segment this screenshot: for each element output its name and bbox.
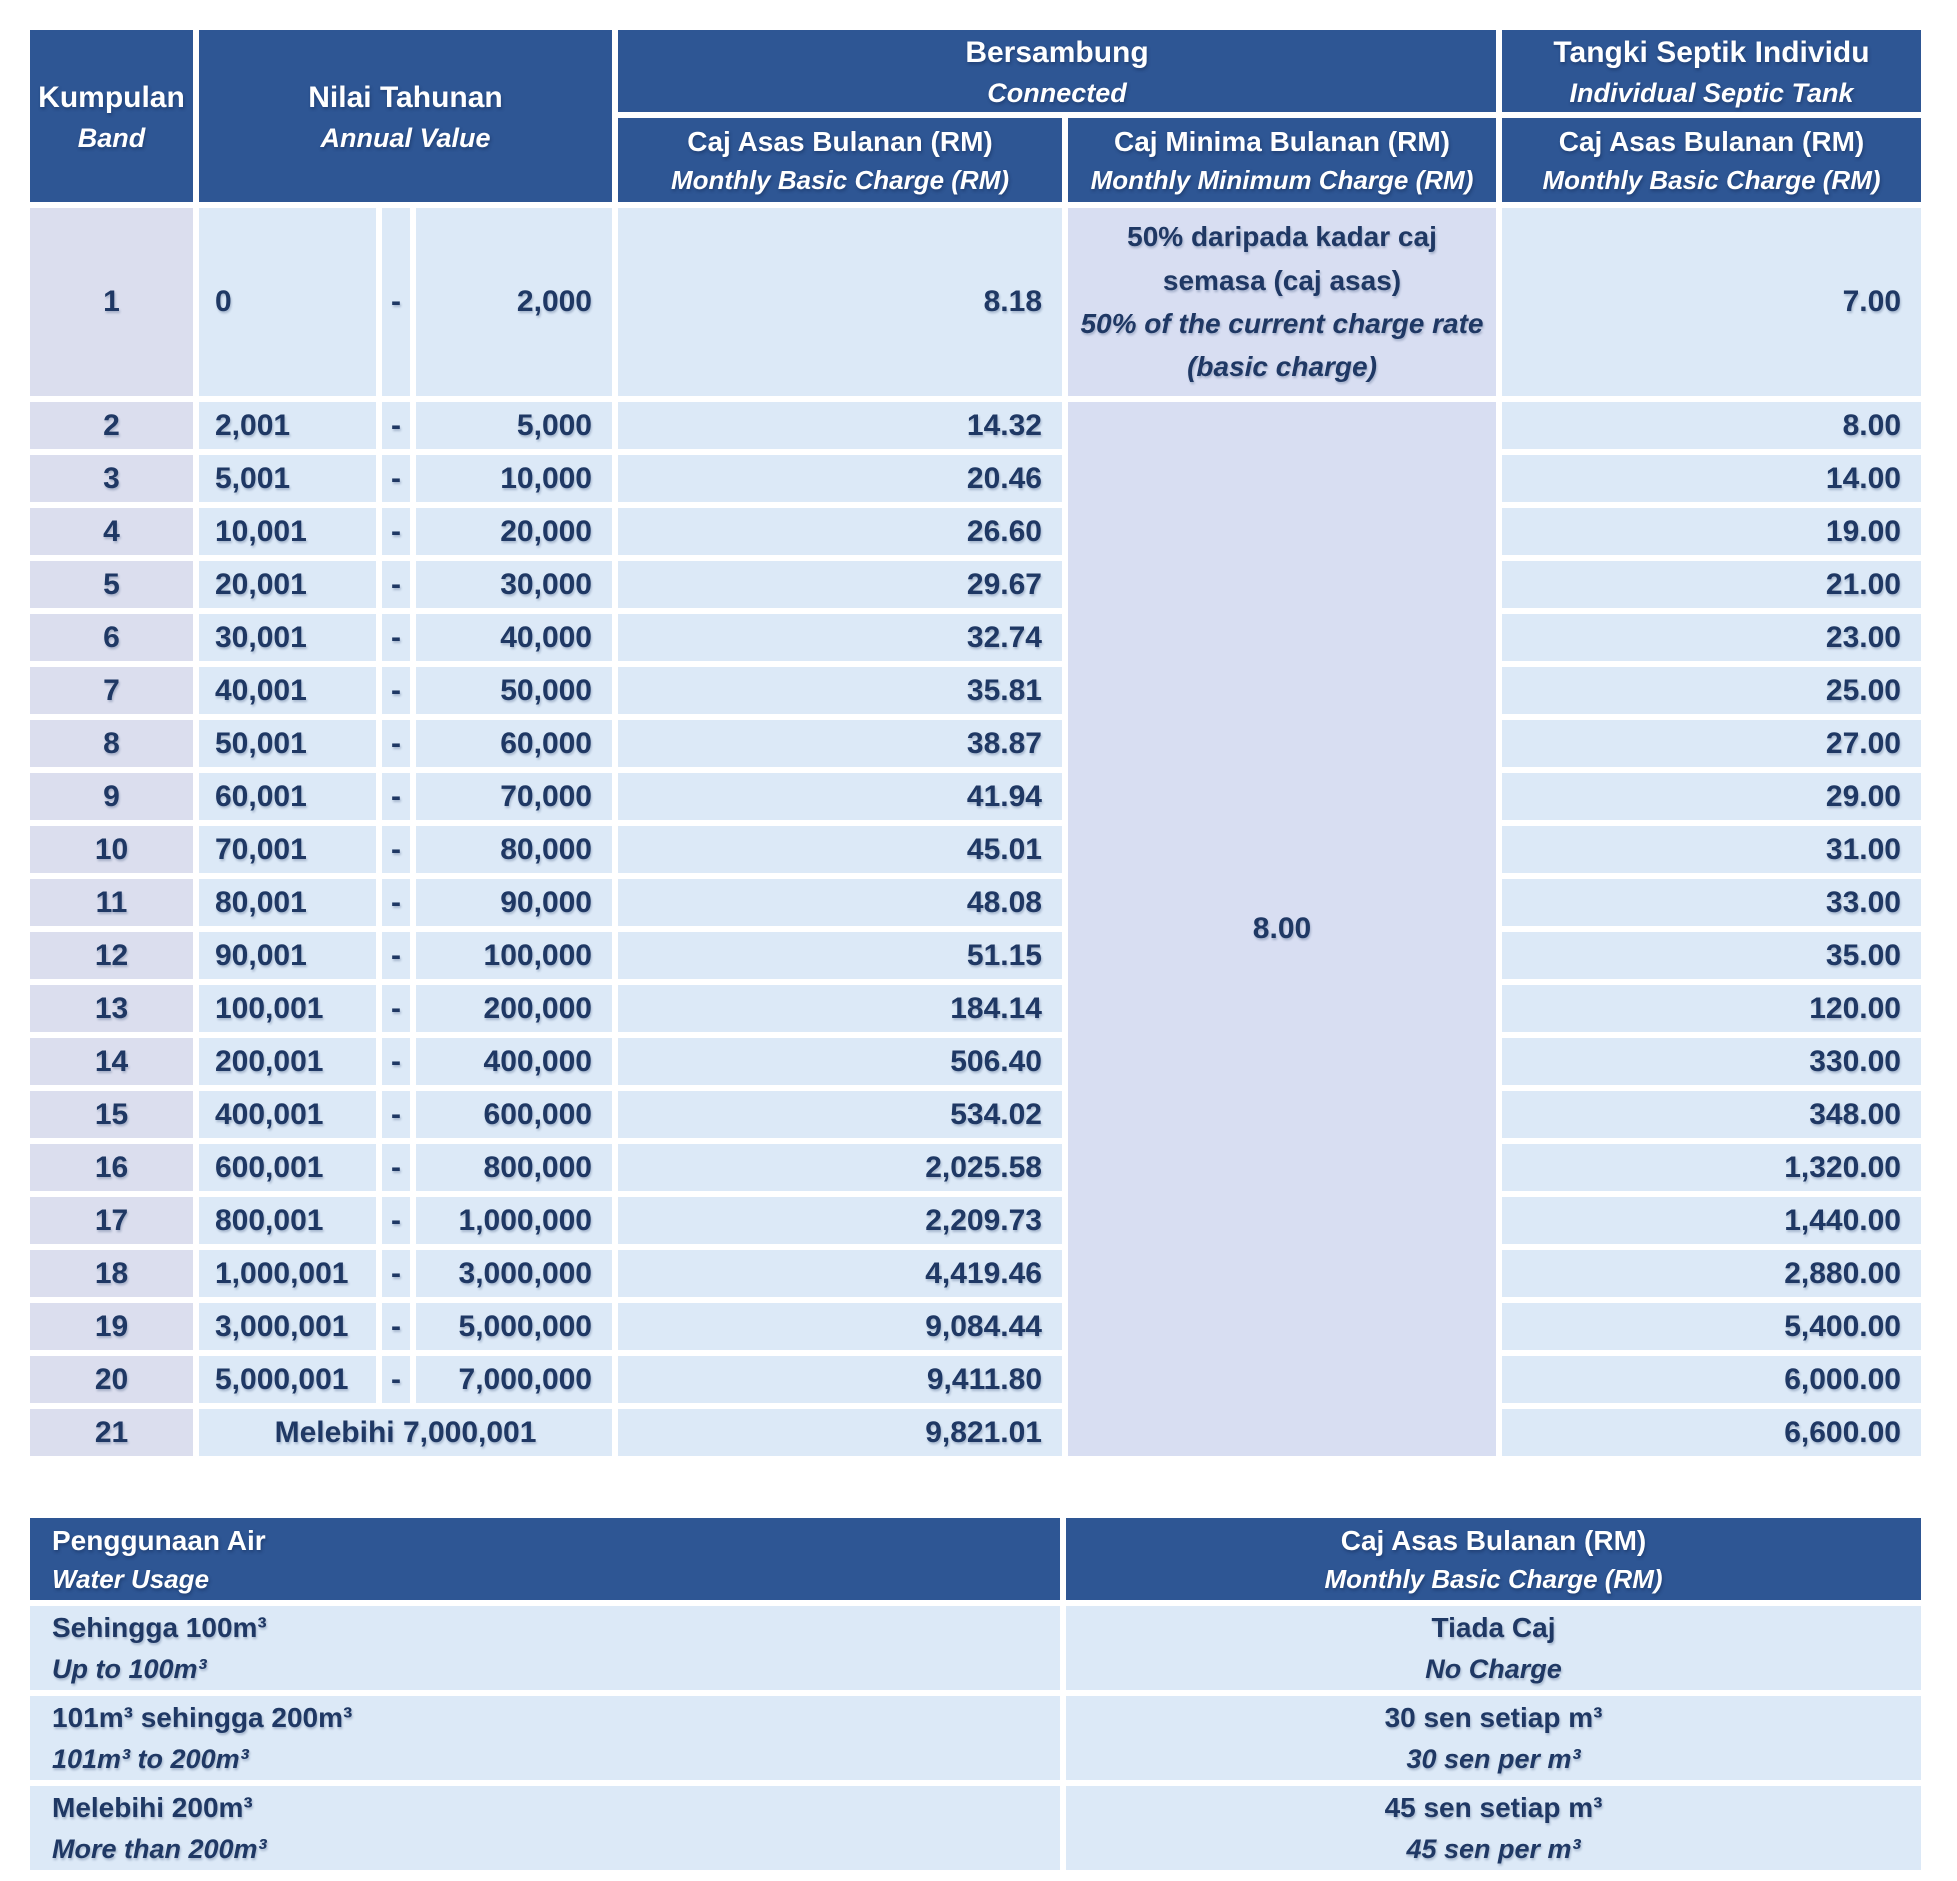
minimum-charge-band1-note-english: 50% of the current charge rate (basic charge): [1080, 308, 1484, 383]
band-cell: 11: [30, 879, 193, 926]
annual-dash-cell: -: [382, 208, 410, 396]
septic-basic-charge-cell: 27.00: [1502, 720, 1921, 767]
annual-to-cell: 30,000: [416, 561, 612, 608]
water-charge-cell-english: No Charge: [1425, 1653, 1562, 1684]
band-cell: 4: [30, 508, 193, 555]
annual-from-cell: 1,000,001: [199, 1250, 376, 1297]
annual-dash-cell: -: [382, 614, 410, 661]
header-band-malay: Kumpulan: [38, 81, 185, 115]
band-cell: 16: [30, 1144, 193, 1191]
annual-from-cell: 3,000,001: [199, 1303, 376, 1350]
annual-from-cell: 50,001: [199, 720, 376, 767]
header-annual-value-english: Annual Value: [320, 122, 491, 153]
header-connected-malay: Bersambung: [965, 36, 1149, 70]
band-cell: 9: [30, 773, 193, 820]
septic-basic-charge-cell: 348.00: [1502, 1091, 1921, 1138]
annual-dash-cell: -: [382, 1144, 410, 1191]
annual-to-cell: 40,000: [416, 614, 612, 661]
band-cell: 18: [30, 1250, 193, 1297]
band-cell: 6: [30, 614, 193, 661]
water-table: [30, 1518, 1927, 1870]
annual-to-cell: 800,000: [416, 1144, 612, 1191]
minimum-charge-merged-value: 8.00: [1068, 402, 1496, 1456]
annual-dash-cell: -: [382, 1303, 410, 1350]
annual-to-cell: 80,000: [416, 826, 612, 873]
connected-basic-charge-cell: 9,411.80: [618, 1356, 1062, 1403]
band-cell: 20: [30, 1356, 193, 1403]
septic-basic-charge-cell: 330.00: [1502, 1038, 1921, 1085]
annual-to-cell: 100,000: [416, 932, 612, 979]
water-charge-cell-english: 45 sen per m³: [1406, 1833, 1581, 1864]
connected-basic-charge-cell: 35.81: [618, 667, 1062, 714]
connected-basic-charge-cell: 48.08: [618, 879, 1062, 926]
band-cell: 19: [30, 1303, 193, 1350]
water-charge-cell: [1066, 1696, 1921, 1780]
septic-basic-charge-cell: 6,600.00: [1502, 1409, 1921, 1456]
septic-basic-charge-cell: 35.00: [1502, 932, 1921, 979]
septic-basic-charge-cell: 2,880.00: [1502, 1250, 1921, 1297]
header-septic-english: Individual Septic Tank: [1569, 77, 1854, 108]
annual-dash-cell: -: [382, 1250, 410, 1297]
annual-from-cell: 0: [199, 208, 376, 396]
annual-from-cell: 80,001: [199, 879, 376, 926]
connected-basic-charge-cell: 20.46: [618, 455, 1062, 502]
connected-basic-charge-cell: 14.32: [618, 402, 1062, 449]
septic-basic-charge-cell: 6,000.00: [1502, 1356, 1921, 1403]
annual-to-cell: 3,000,000: [416, 1250, 612, 1297]
band-cell: 12: [30, 932, 193, 979]
minimum-charge-band1-note: [1068, 208, 1496, 396]
annual-dash-cell: -: [382, 932, 410, 979]
annual-to-cell: 5,000,000: [416, 1303, 612, 1350]
water-header-charge: [1066, 1518, 1921, 1600]
header-septic-basic-malay: Caj Asas Bulanan (RM): [1558, 126, 1865, 158]
annual-from-cell: 70,001: [199, 826, 376, 873]
connected-basic-charge-cell: 8.18: [618, 208, 1062, 396]
annual-from-cell: 10,001: [199, 508, 376, 555]
annual-from-cell: 5,000,001: [199, 1356, 376, 1403]
septic-basic-charge-cell: 120.00: [1502, 985, 1921, 1032]
water-usage-cell-english: Up to 100m³: [52, 1653, 207, 1684]
annual-from-cell: 60,001: [199, 773, 376, 820]
annual-dash-cell: -: [382, 720, 410, 767]
band-cell: 10: [30, 826, 193, 873]
annual-from-cell: 2,001: [199, 402, 376, 449]
connected-basic-charge-cell: 4,419.46: [618, 1250, 1062, 1297]
annual-from-cell: 30,001: [199, 614, 376, 661]
water-charge-cell-malay: Tiada Caj: [1431, 1611, 1556, 1643]
annual-to-cell: 60,000: [416, 720, 612, 767]
band-cell: 21: [30, 1409, 193, 1456]
septic-basic-charge-cell: 21.00: [1502, 561, 1921, 608]
annual-dash-cell: -: [382, 1038, 410, 1085]
annual-from-cell: 100,001: [199, 985, 376, 1032]
annual-to-cell: 1,000,000: [416, 1197, 612, 1244]
water-charge-cell-malay: 45 sen setiap m³: [1384, 1791, 1603, 1823]
water-usage-cell: [30, 1606, 1060, 1690]
band-cell: 1: [30, 208, 193, 396]
annual-range-merged-cell: Melebihi 7,000,001: [199, 1409, 612, 1456]
annual-dash-cell: -: [382, 667, 410, 714]
water-usage-cell: [30, 1696, 1060, 1780]
header-connected-basic-charge: [618, 118, 1062, 202]
annual-to-cell: 20,000: [416, 508, 612, 555]
water-usage-cell-malay: Sehingga 100m³: [52, 1611, 267, 1643]
water-usage-cell-english: 101m³ to 200m³: [52, 1743, 249, 1774]
band-cell: 2: [30, 402, 193, 449]
water-header-charge-english: Monthly Basic Charge (RM): [1324, 1563, 1663, 1594]
band-cell: 5: [30, 561, 193, 608]
water-charge-cell: [1066, 1786, 1921, 1870]
water-header-usage: [30, 1518, 1060, 1600]
water-header-usage-english: Water Usage: [52, 1563, 210, 1594]
septic-basic-charge-cell: 7.00: [1502, 208, 1921, 396]
annual-to-cell: 10,000: [416, 455, 612, 502]
connected-basic-charge-cell: 2,209.73: [618, 1197, 1062, 1244]
annual-dash-cell: -: [382, 1091, 410, 1138]
septic-basic-charge-cell: 5,400.00: [1502, 1303, 1921, 1350]
header-annual-value-malay: Nilai Tahunan: [308, 81, 503, 115]
annual-from-cell: 40,001: [199, 667, 376, 714]
annual-dash-cell: -: [382, 402, 410, 449]
septic-basic-charge-cell: 31.00: [1502, 826, 1921, 873]
annual-dash-cell: -: [382, 773, 410, 820]
connected-basic-charge-cell: 29.67: [618, 561, 1062, 608]
connected-basic-charge-cell: 184.14: [618, 985, 1062, 1032]
water-header-charge-malay: Caj Asas Bulanan (RM): [1340, 1525, 1647, 1557]
annual-from-cell: 800,001: [199, 1197, 376, 1244]
septic-basic-charge-cell: 8.00: [1502, 402, 1921, 449]
annual-dash-cell: -: [382, 1197, 410, 1244]
septic-basic-charge-cell: 19.00: [1502, 508, 1921, 555]
connected-basic-charge-cell: 41.94: [618, 773, 1062, 820]
header-band: [30, 30, 193, 202]
annual-dash-cell: -: [382, 508, 410, 555]
annual-dash-cell: -: [382, 561, 410, 608]
connected-basic-charge-cell: 45.01: [618, 826, 1062, 873]
annual-from-cell: 400,001: [199, 1091, 376, 1138]
band-cell: 13: [30, 985, 193, 1032]
annual-from-cell: 600,001: [199, 1144, 376, 1191]
annual-to-cell: 7,000,000: [416, 1356, 612, 1403]
connected-basic-charge-cell: 9,821.01: [618, 1409, 1062, 1456]
annual-dash-cell: -: [382, 826, 410, 873]
septic-basic-charge-cell: 14.00: [1502, 455, 1921, 502]
septic-basic-charge-cell: 23.00: [1502, 614, 1921, 661]
band-cell: 3: [30, 455, 193, 502]
septic-basic-charge-cell: 1,440.00: [1502, 1197, 1921, 1244]
annual-to-cell: 50,000: [416, 667, 612, 714]
header-connected-basic-malay: Caj Asas Bulanan (RM): [687, 126, 993, 158]
minimum-charge-band1-note-malay: 50% daripada kadar caj semasa (caj asas): [1127, 221, 1437, 296]
water-charge-cell-english: 30 sen per m³: [1406, 1743, 1581, 1774]
water-usage-cell: [30, 1786, 1060, 1870]
connected-basic-charge-cell: 534.02: [618, 1091, 1062, 1138]
septic-basic-charge-cell: 33.00: [1502, 879, 1921, 926]
annual-to-cell: 90,000: [416, 879, 612, 926]
connected-basic-charge-cell: 32.74: [618, 614, 1062, 661]
annual-to-cell: 200,000: [416, 985, 612, 1032]
annual-dash-cell: -: [382, 1356, 410, 1403]
annual-dash-cell: -: [382, 879, 410, 926]
water-usage-cell-malay: Melebihi 200m³: [52, 1791, 253, 1823]
water-charge-cell: [1066, 1606, 1921, 1690]
band-cell: 15: [30, 1091, 193, 1138]
connected-basic-charge-cell: 38.87: [618, 720, 1062, 767]
header-minimum-charge: [1068, 118, 1496, 202]
connected-basic-charge-cell: 51.15: [618, 932, 1062, 979]
header-septic-group: [1502, 30, 1921, 112]
header-connected-basic-english: Monthly Basic Charge (RM): [670, 164, 1010, 195]
header-minimum-malay: Caj Minima Bulanan (RM): [1113, 126, 1450, 158]
water-header-usage-malay: Penggunaan Air: [52, 1525, 266, 1557]
header-connected-english: Connected: [987, 77, 1127, 108]
annual-to-cell: 2,000: [416, 208, 612, 396]
header-annual-value: [199, 30, 612, 202]
header-band-english: Band: [77, 122, 146, 153]
header-septic-basic-charge: [1502, 118, 1921, 202]
annual-from-cell: 90,001: [199, 932, 376, 979]
water-charge-cell-malay: 30 sen setiap m³: [1384, 1701, 1603, 1733]
connected-basic-charge-cell: 9,084.44: [618, 1303, 1062, 1350]
band-cell: 7: [30, 667, 193, 714]
septic-basic-charge-cell: 29.00: [1502, 773, 1921, 820]
annual-from-cell: 200,001: [199, 1038, 376, 1085]
annual-to-cell: 400,000: [416, 1038, 612, 1085]
annual-to-cell: 600,000: [416, 1091, 612, 1138]
water-usage-cell-english: More than 200m³: [52, 1833, 267, 1864]
connected-basic-charge-cell: 506.40: [618, 1038, 1062, 1085]
band-cell: 14: [30, 1038, 193, 1085]
connected-basic-charge-cell: 2,025.58: [618, 1144, 1062, 1191]
header-septic-malay: Tangki Septik Individu: [1553, 36, 1870, 70]
header-connected-group: [618, 30, 1496, 112]
header-minimum-english: Monthly Minimum Charge (RM): [1090, 164, 1474, 195]
annual-dash-cell: -: [382, 985, 410, 1032]
connected-basic-charge-cell: 26.60: [618, 508, 1062, 555]
band-table: [30, 30, 1927, 1456]
annual-from-cell: 5,001: [199, 455, 376, 502]
annual-from-cell: 20,001: [199, 561, 376, 608]
septic-basic-charge-cell: 1,320.00: [1502, 1144, 1921, 1191]
annual-to-cell: 5,000: [416, 402, 612, 449]
annual-to-cell: 70,000: [416, 773, 612, 820]
band-cell: 17: [30, 1197, 193, 1244]
water-usage-cell-malay: 101m³ sehingga 200m³: [52, 1701, 353, 1733]
annual-dash-cell: -: [382, 455, 410, 502]
septic-basic-charge-cell: 25.00: [1502, 667, 1921, 714]
header-septic-basic-english: Monthly Basic Charge (RM): [1542, 164, 1881, 195]
band-cell: 8: [30, 720, 193, 767]
